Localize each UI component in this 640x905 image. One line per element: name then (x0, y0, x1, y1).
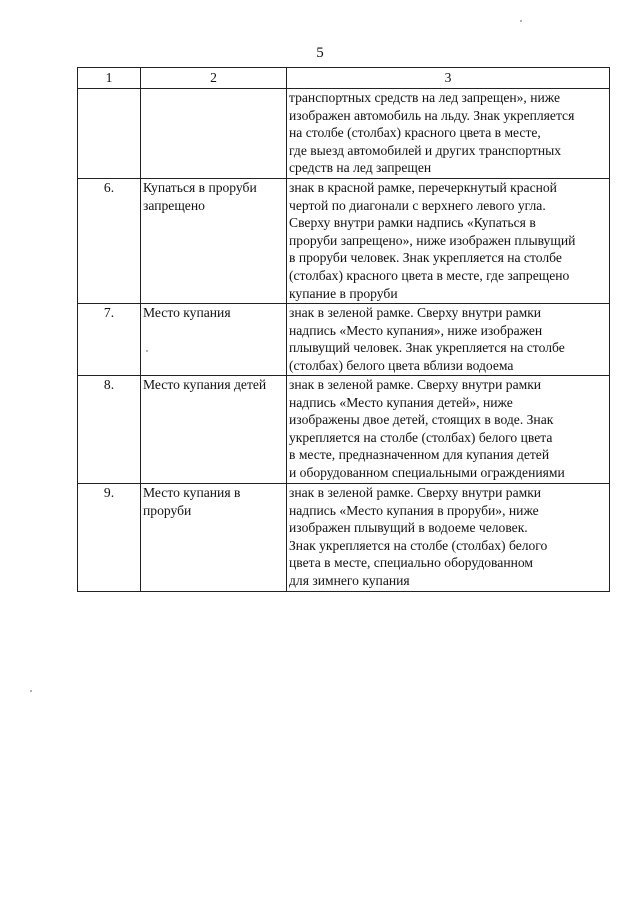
sign-name-line: Купаться в проруби (143, 180, 257, 195)
sign-name-line: Место купания детей (143, 377, 267, 392)
scan-speck (30, 690, 32, 692)
table-row (78, 89, 610, 179)
column-header-3: 3 (287, 68, 610, 89)
page-number: 5 (316, 45, 324, 61)
row-number-cell (78, 89, 141, 179)
description-line: изображен плывущий в водоеме человек. (289, 520, 528, 536)
row-number-cell: 6. (78, 179, 141, 304)
row-number-cell: 8. (78, 376, 141, 484)
signs-table (77, 67, 610, 592)
description-line: транспортных средств на лед запрещен», ниже (289, 90, 561, 105)
table-header-row (78, 68, 610, 89)
row-number-cell: 7. (78, 304, 141, 376)
sign-name-line: Место купания в (143, 485, 241, 500)
sign-name-line: запрещено (143, 197, 205, 213)
table-row (78, 179, 610, 304)
sign-name-cell (141, 376, 287, 484)
column-header-1: 1 (78, 68, 141, 89)
sign-description-cell (287, 304, 610, 376)
description-line: изображены двое детей, стоящих в воде. Знак (289, 412, 554, 428)
sign-description-cell (287, 89, 610, 179)
description-line: в месте, предназначенном для купания детей (289, 447, 550, 463)
row-number-cell: 9. (78, 484, 141, 592)
description-line: Сверху внутри рамки надпись «Купаться в (289, 215, 536, 231)
description-line: (столбах) белого цвета вблизи водоема (289, 357, 514, 373)
description-line: Знак укрепляется на столбе (столбах) белого (289, 537, 548, 553)
sign-description-cell (287, 484, 610, 592)
description-line: (столбах) красного цвета в месте, где запрещено (289, 267, 570, 283)
sign-name-cell (141, 89, 287, 179)
description-line: надпись «Место купания детей», ниже (289, 394, 513, 410)
description-line: чертой по диагонали с верхнего левого угла. (289, 197, 546, 213)
sign-name-line: проруби (143, 502, 192, 518)
table-row (78, 484, 610, 592)
sign-name-cell (141, 304, 287, 376)
sign-description-cell (287, 179, 610, 304)
description-line: надпись «Место купания в проруби», ниже (289, 502, 539, 518)
description-line: проруби запрещено», ниже изображен плывущий (289, 232, 576, 248)
description-line: средств на лед запрещен (289, 160, 432, 176)
description-line: и оборудованном специальными ограждениями (289, 464, 565, 480)
description-line: укрепляется на столбе (столбах) белого цвета (289, 429, 553, 445)
description-line: где выезд автомобилей и других транспортных (289, 142, 562, 158)
description-line: надпись «Место купания», ниже изображен (289, 322, 543, 338)
description-line: плывущий человек. Знак укрепляется на столбе (289, 340, 565, 356)
description-line: цвета в месте, специально оборудованном (289, 555, 534, 571)
scan-speck (520, 20, 522, 22)
description-line: знак в зеленой рамке. Сверху внутри рамки (289, 485, 542, 500)
description-line: знак в зеленой рамке. Сверху внутри рамки (289, 377, 542, 392)
sign-name-line: Место купания (143, 305, 231, 320)
description-line: на столбе (столбах) красного цвета в месте, (289, 125, 541, 141)
description-line: в проруби человек. Знак укрепляется на столбе (289, 250, 562, 266)
description-line: купание в проруби (289, 285, 398, 301)
sign-description-cell (287, 376, 610, 484)
scan-speck (146, 350, 148, 352)
description-line: изображен автомобиль на льду. Знак укрепляется (289, 107, 575, 123)
sign-name-cell (141, 484, 287, 592)
description-line: знак в зеленой рамке. Сверху внутри рамки (289, 305, 542, 320)
column-header-2: 2 (141, 68, 287, 89)
description-line: для зимнего купания (289, 572, 410, 588)
table-row (78, 304, 610, 376)
table-row (78, 376, 610, 484)
sign-name-cell (141, 179, 287, 304)
description-line: знак в красной рамке, перечеркнутый красной (289, 180, 557, 195)
